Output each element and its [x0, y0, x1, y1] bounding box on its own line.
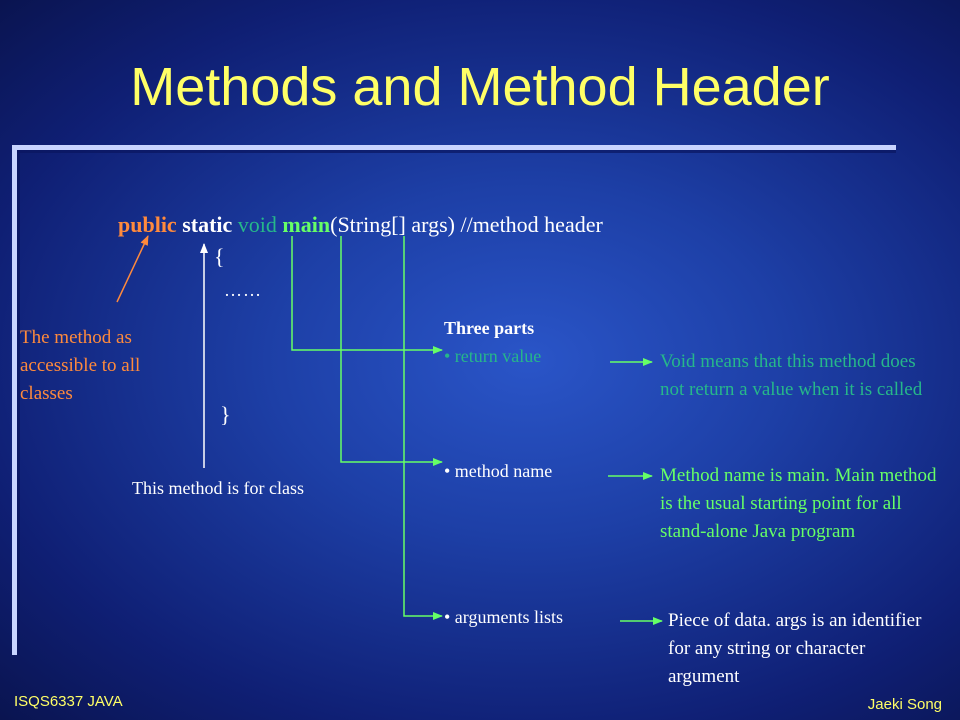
- static-explanation: This method is for class: [132, 478, 304, 498]
- part-method-name: • method name: [444, 461, 553, 481]
- part-arguments-lists: • arguments lists: [444, 607, 563, 627]
- paren-close: ): [447, 212, 455, 237]
- void-explanation: Void means that this method does not return a value when it is called: [660, 351, 923, 400]
- paren-open: (: [330, 212, 338, 237]
- header-comment: //method header: [454, 212, 603, 237]
- brace-close: }: [220, 402, 231, 427]
- parameter-list: String[] args: [337, 212, 448, 237]
- method-header-line: [118, 212, 603, 238]
- slide-title: Methods and Method Header: [130, 57, 830, 117]
- public-arrow: [117, 236, 148, 302]
- part-return-value: • return value: [444, 346, 542, 366]
- three-parts-heading: Three parts: [444, 318, 535, 338]
- keyword-static: static: [182, 212, 233, 237]
- public-explanation: The method as accessible to all classes: [20, 327, 141, 404]
- main-explanation: Method name is main. Main method is the usual starting point for all stand-alone Java program: [660, 465, 937, 542]
- brace-open: {: [214, 244, 225, 269]
- footer-author: Jaeki Song: [867, 696, 942, 713]
- args-explanation: Piece of data. args is an identifier for any string or character argument: [668, 610, 922, 687]
- method-body-ellipsis: ……: [224, 280, 262, 300]
- args-connector: [404, 236, 442, 616]
- void-connector: [292, 236, 442, 350]
- keyword-void: void: [237, 212, 277, 237]
- keyword-public: public: [118, 212, 177, 237]
- main-connector: [341, 236, 442, 462]
- method-name-main: main: [282, 212, 331, 237]
- footer-course: ISQS6337 JAVA: [14, 693, 123, 710]
